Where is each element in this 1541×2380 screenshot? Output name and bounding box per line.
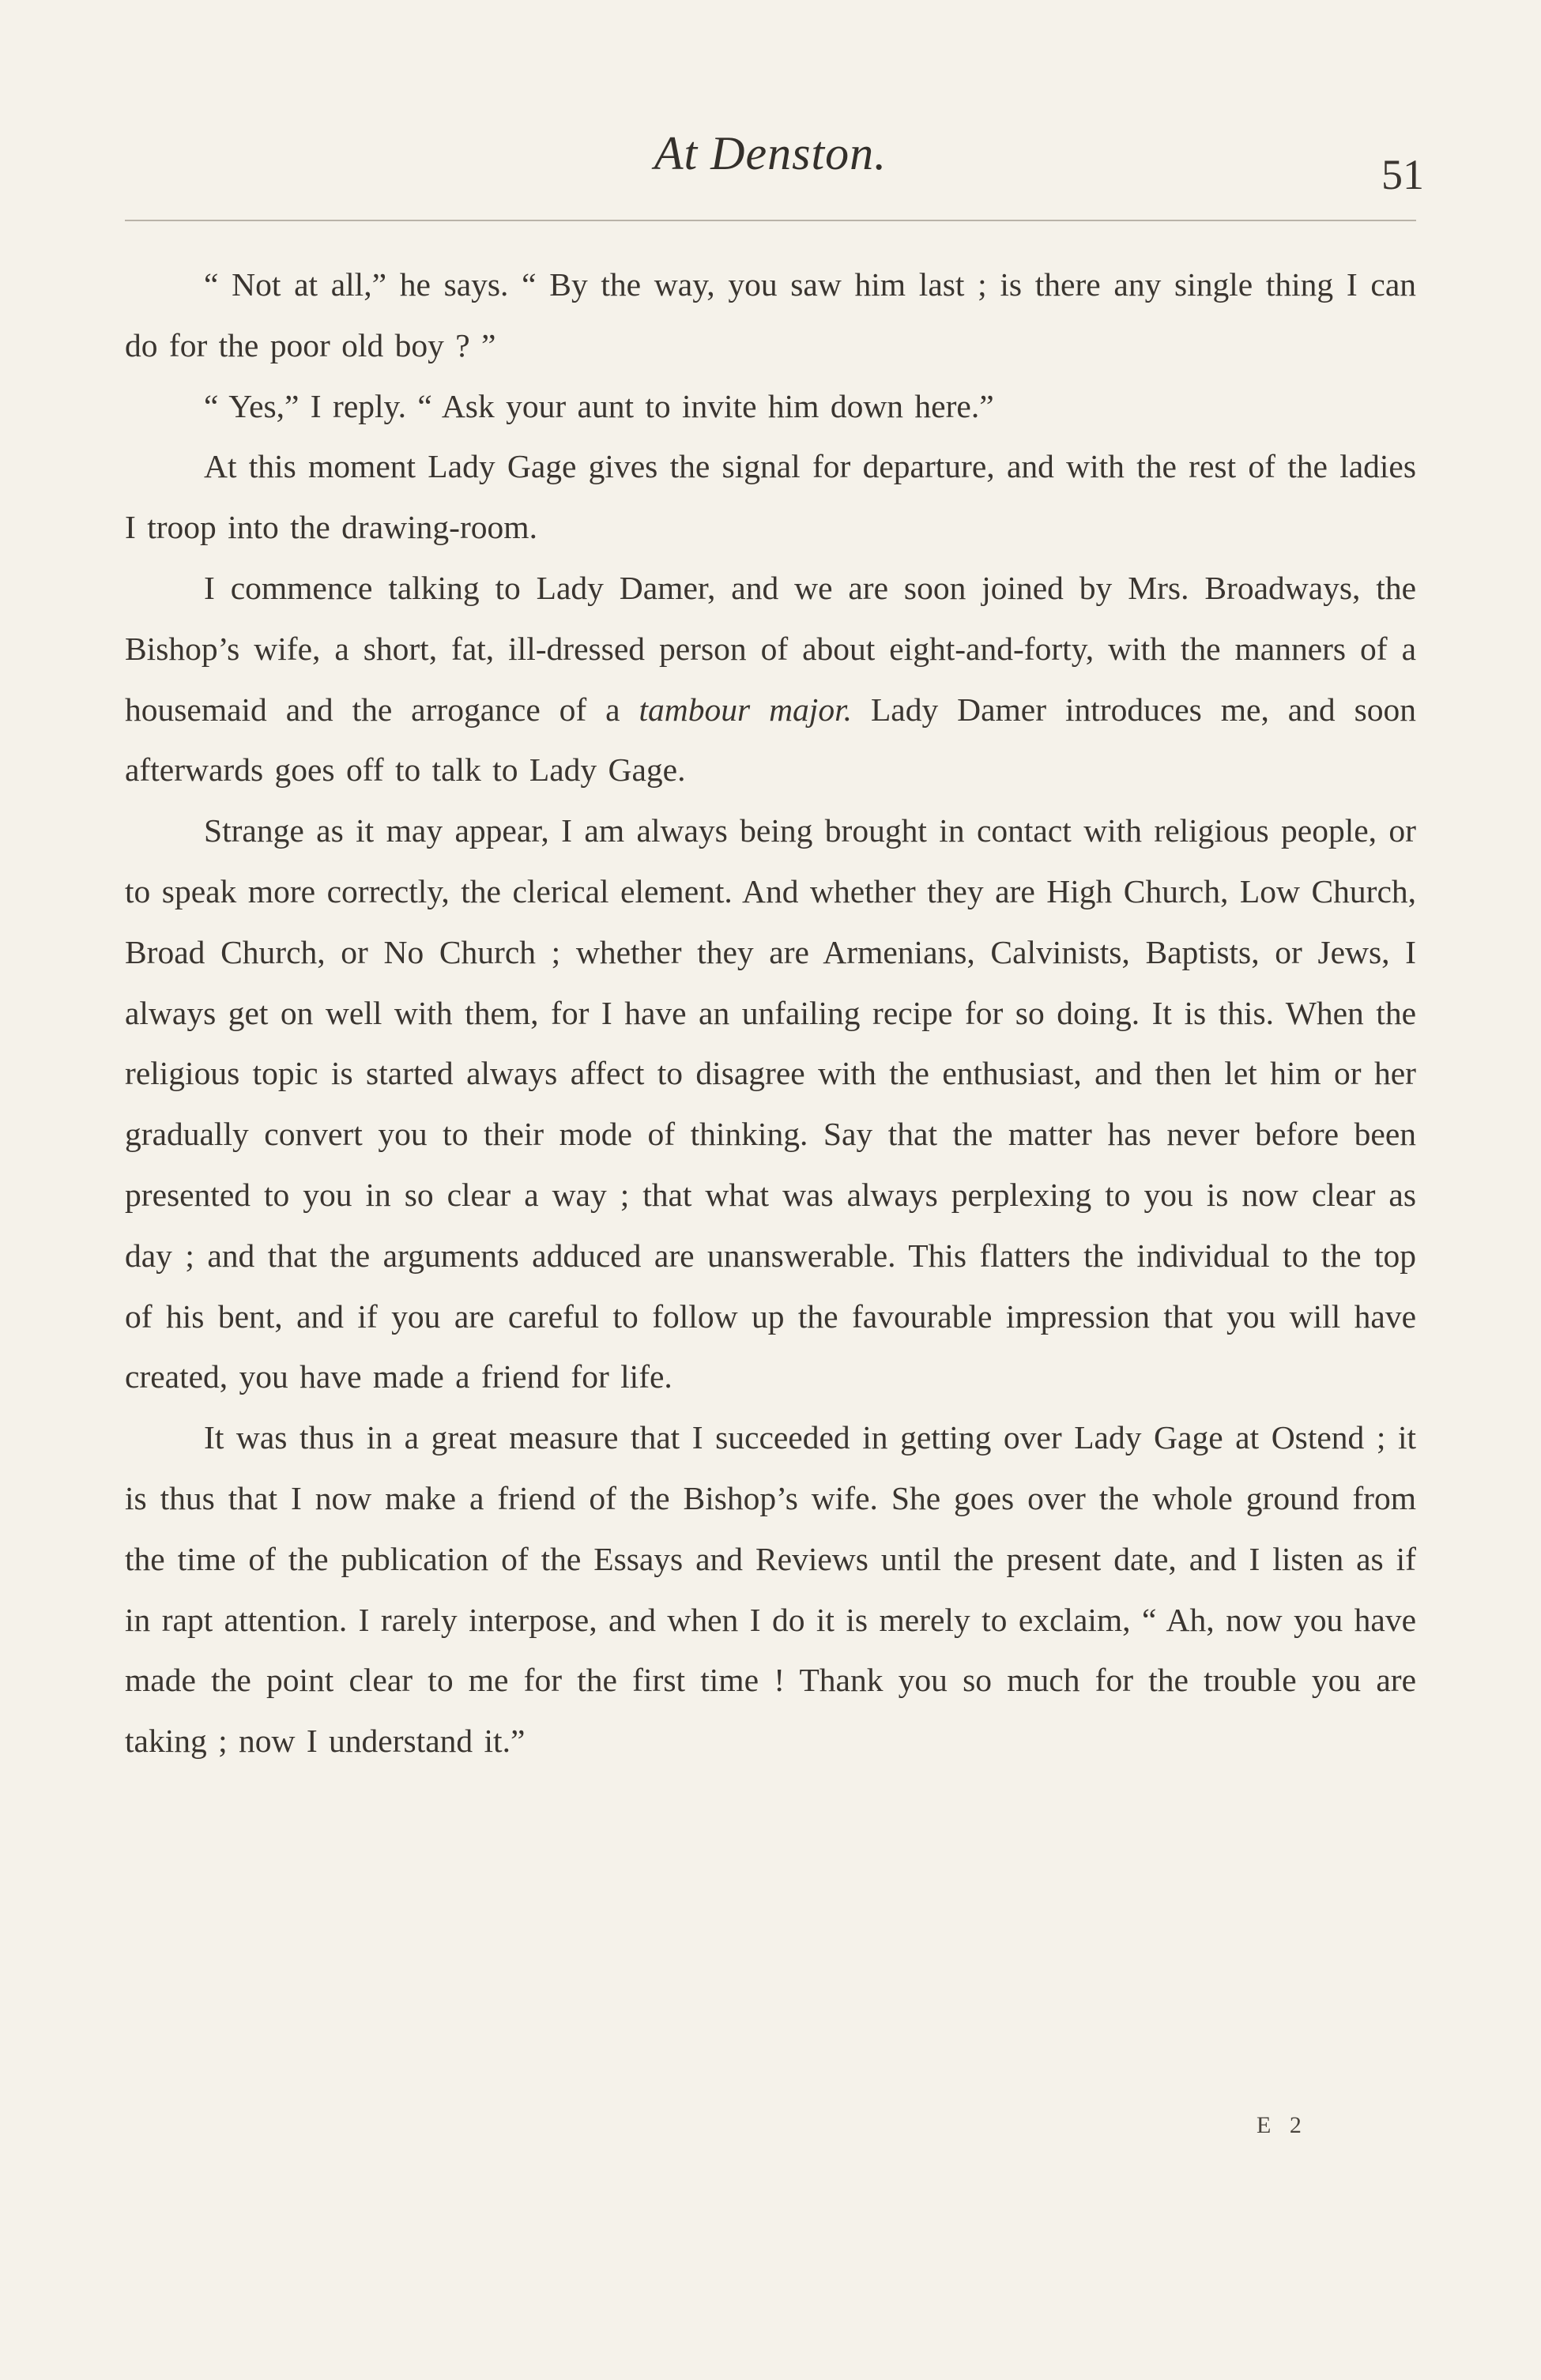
running-title: At Denston. [654,127,887,179]
signature-mark: E 2 [1257,2112,1308,2138]
header-rule [125,220,1416,221]
paragraph-4-after: Lady Damer introduces me, and soon afterwards goes off to talk to Lady Gage. [125,691,1416,789]
page-number: 51 [1381,151,1424,198]
paragraph-4-before: I commence talking to Lady Damer, and we are soon joined by Mrs. Broadways, the Bishop’s wife, a short, fat, ill-dressed person of about eight-and-forty, with the manners of a housemaid and the arrogance of a [125,569,1416,728]
italic-phrase: tambour major. [639,691,853,728]
paragraph-5: Strange as it may appear, I am always being brought in contact with religious people, or to speak more correctly, the clerical element. And whether they are High Church, Low Church, Broad Church, or No Church ; whether they are Armenians, Calvinists, Baptists, or Jews, I always get on well with them, for I have an unfailing recipe for so doing. It is this. When the religious topic is started always affect to disagree with the enthusiast, and then let him or her gradually convert you to their mode of thinking. Say that the matter has never before been presented to you in so clear a way ; that what was always perplexing to you is now clear as day ; and that the arguments adduced are unanswerable. This flatters the individual to the top of his bent, and if you are careful to follow up the favourable impression that you will have created, you have made a friend for life. [125,812,1416,1395]
paragraph-1: “ Not at all,” he says. “ By the way, you saw him last ; is there any single thing I can do for the poor old boy ? ” [125,266,1416,363]
body-text [125,254,1416,1772]
paragraph-2: “ Yes,” I reply. “ Ask your aunt to invite him down here.” [204,387,994,424]
paragraph-6: It was thus in a great measure that I succeeded in getting over Lady Gage at Ostend ; it is thus that I now make a friend of the Bishop’s wife. She goes over the whole ground from the time of the publication of the Essays and Reviews until the present date, and I listen as if in rapt attention. I rarely interpose, and when I do it is merely to exclaim, “ Ah, now you have made the point clear to me for the first time ! Thank you so much for the trouble you are taking ; now I understand it.” [125,1419,1416,1760]
paragraph-3: At this moment Lady Gage gives the signal for departure, and with the rest of the ladies I troop into the drawing-room. [125,448,1416,546]
running-head [0,126,1541,198]
paragraph-4 [125,558,1416,800]
